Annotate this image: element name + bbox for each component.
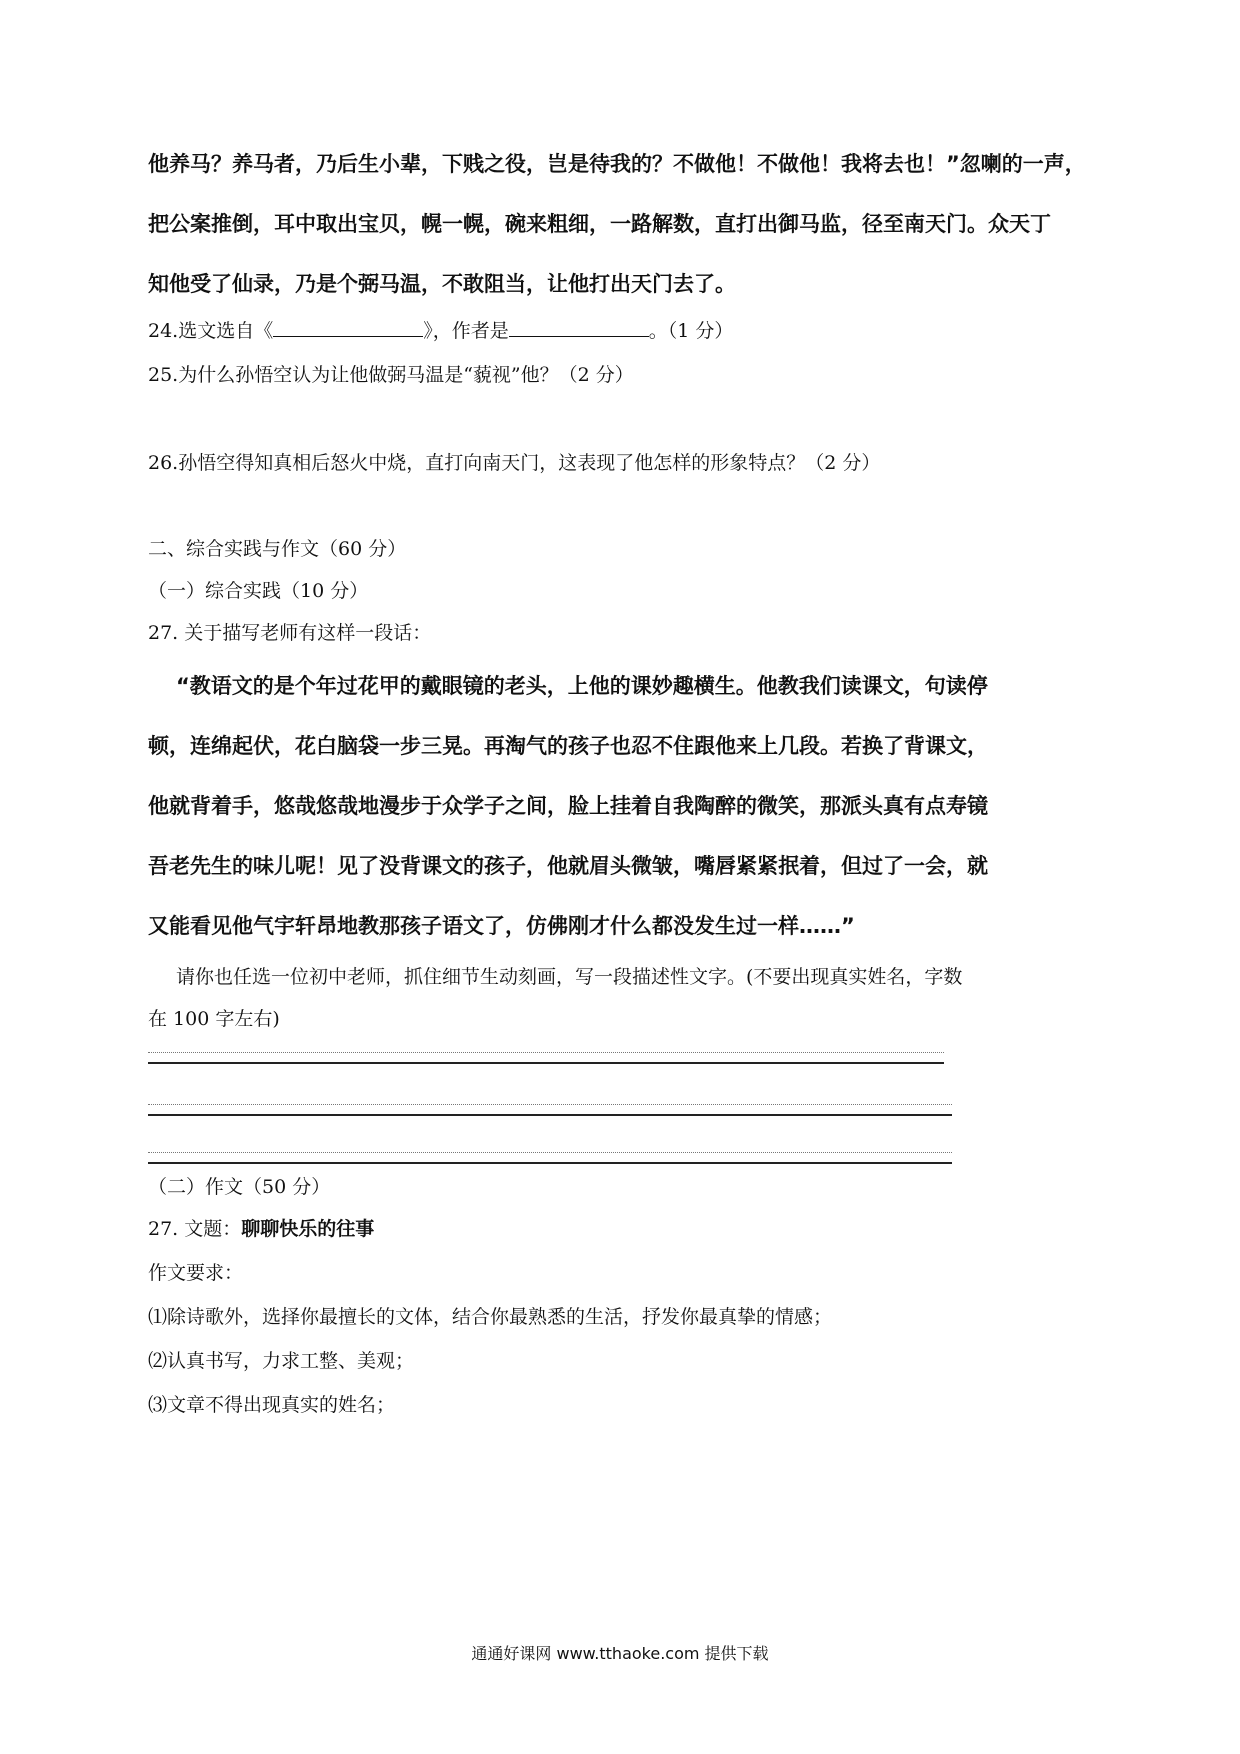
answer-line-2[interactable]: [148, 1104, 952, 1116]
essay-prompt: [148, 1214, 374, 1241]
requirements-label: 作文要求：: [148, 1262, 244, 1284]
quote-line-3: 他就背着手，悠哉悠哉地漫步于众学子之间，脸上挂着自我陶醉的微笑，那派头真有点寿镜: [148, 794, 988, 818]
question-26: 26.孙悟空得知真相后怒火中烧，直打向南天门，这表现了他怎样的形象特点？（2 分）: [148, 452, 881, 474]
essay-label: 27. 文题：: [148, 1218, 242, 1240]
quote-line-5: 又能看见他气宇轩昂地教那孩子语文了，仿佛刚才什么都没发生过一样……”: [148, 914, 855, 938]
passage-line-2: 把公案推倒，耳中取出宝贝，幌一幌，碗来粗细，一路解数，直打出御马监，径至南天门。众天丁: [148, 212, 1051, 236]
requirement-3: ⑶文章不得出现真实的姓名；: [148, 1394, 396, 1416]
requirement-1: ⑴除诗歌外，选择你最擅长的文体，结合你最熟悉的生活，抒发你最真挚的情感；: [148, 1306, 833, 1328]
page-footer: 通通好课网 www.tthaoke.com 提供下载: [471, 1644, 769, 1663]
question-24-prefix: 24.选文选自《: [148, 320, 274, 342]
part-2-title: （二）作文（50 分）: [148, 1176, 331, 1198]
section-2-title: 二、综合实践与作文（60 分）: [148, 538, 407, 560]
quote-line-2: 顿，连绵起伏，花白脑袋一步三晃。再淘气的孩子也忍不住跟他来上几段。若换了背课文，: [148, 734, 988, 758]
task-line-2: 在 100 字左右): [148, 1008, 280, 1030]
quote-line-4: 吾老先生的味儿呢！见了没背课文的孩子，他就眉头微皱，嘴唇紧紧抿着，但过了一会，就: [148, 854, 988, 878]
question-24-mid: 》，作者是: [423, 320, 509, 342]
task-line-1: 请你也任选一位初中老师，抓住细节生动刻画，写一段描述性文字。(不要出现真实姓名，字数: [176, 966, 963, 988]
part-1-title: （一）综合实践（10 分）: [148, 580, 369, 602]
answer-line-1[interactable]: [148, 1052, 944, 1064]
answer-line-3[interactable]: [148, 1152, 952, 1164]
essay-title: 聊聊快乐的往事: [241, 1218, 375, 1240]
question-27-intro: 27. 关于描写老师有这样一段话：: [148, 622, 432, 644]
question-25: 25.为什么孙悟空认为让他做弼马温是“藐视”他？（2 分）: [148, 364, 634, 386]
passage-line-3: 知他受了仙录，乃是个弼马温，不敢阻当，让他打出天门去了。: [148, 272, 736, 296]
quote-line-1: “教语文的是个年过花甲的戴眼镜的老头，上他的课妙趣横生。他教我们读课文，句读停: [176, 674, 988, 698]
answer-blank-book[interactable]: [273, 318, 423, 337]
passage-line-1: 他养马？养马者，乃后生小辈，下贱之役，岂是待我的？不做他！不做他！我将去也！”忽喇的一声，: [148, 152, 1086, 176]
question-24-suffix: 。（1 分）: [648, 320, 734, 342]
answer-blank-author[interactable]: [509, 318, 649, 337]
requirement-2: ⑵认真书写，力求工整、美观；: [148, 1350, 415, 1372]
question-24: [148, 316, 733, 343]
